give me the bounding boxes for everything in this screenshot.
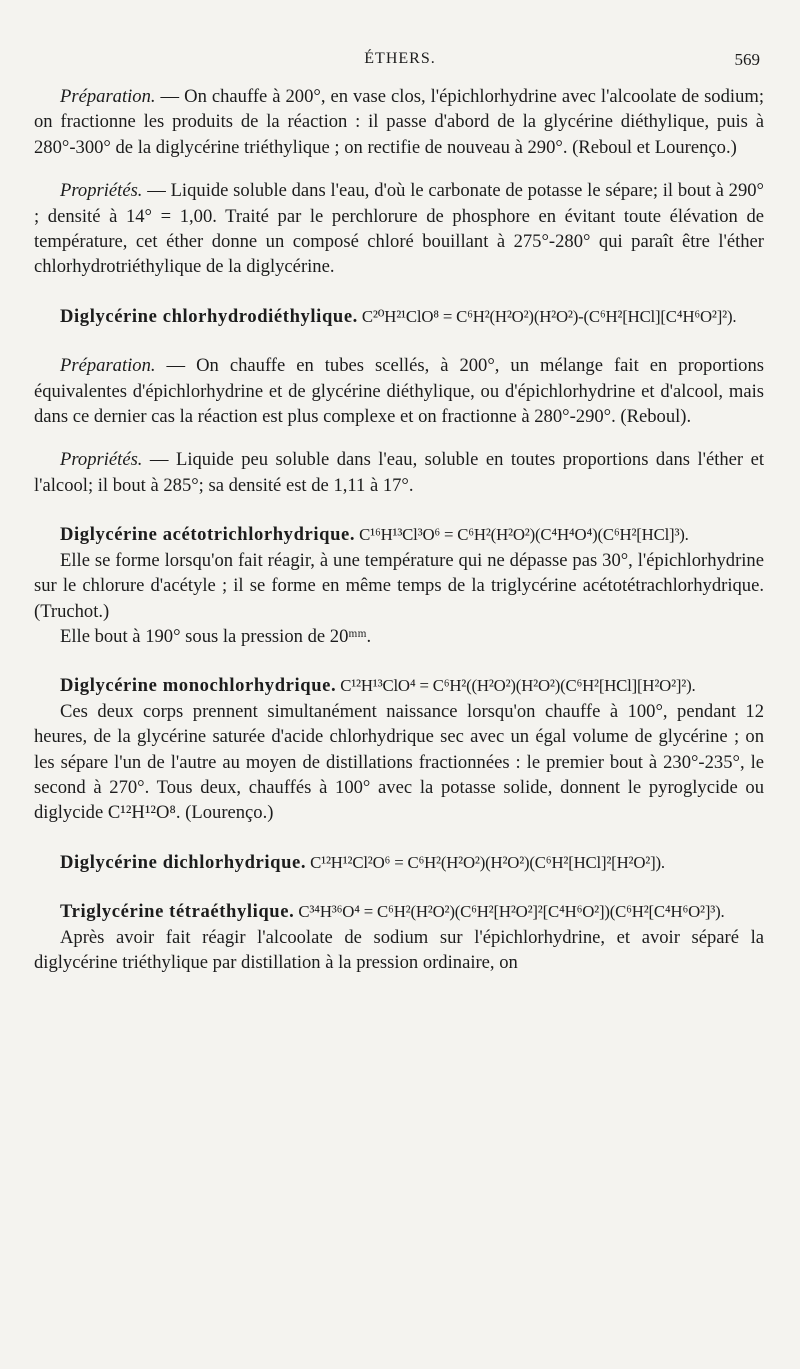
compound-formula: C³⁴H³⁶O⁴ = C⁶H²(H²O²)(C⁶H²[H²O²]²[C⁴H⁶O²])(C⁶H²[C⁴H⁶O²]³). [294,902,725,922]
compound-heading-acetotrichlorhydrique [34,522,764,547]
paragraph-proprietes-2 [34,447,764,498]
paragraph-text: — On chauffe à 200°, en vase clos, l'épichlorhydrine avec l'alcoolate de sodium; on fractionne les produits de la réaction : il passe d'abord de la glycérine diéthylique, puis à 280°-300° de la diglycérine triéthylique ; on rectifie de nouveau à 290°. (Reboul et Lourenço.) [34,86,764,158]
paragraph-label: Préparation. [60,86,156,107]
compound-name: Diglycérine monochlorhydrique. [60,675,337,697]
paragraph-text: — Liquide soluble dans l'eau, d'où le carbonate de potasse le sépare; il bout à 290° ; densité à 14° = 1,00. Traité par le perchlorure de phosphore en évitant toute élévation de température, cet éther donne un composé chloré bouillant à 275°-280° qui paraît être l'éther chlorhydrotriéthylique de la diglycérine. [34,180,764,278]
running-title: ÉTHERS. [364,50,436,67]
paragraph-text: — Liquide peu soluble dans l'eau, soluble en toutes proportions dans l'éther et l'alcool; il bout à 285°; sa densité est de 1,11 à 17°. [34,449,764,496]
compound-name: Diglycérine acétotrichlorhydrique. [60,524,356,546]
compound-formula: C²⁰H²¹ClO⁸ = C⁶H²(H²O²)(H²O²)-(C⁶H²[HCl][C⁴H⁶O²]²). [357,306,737,326]
compound-name: Diglycérine chlorhydrodiéthylique. [60,305,358,327]
paragraph-body: Elle bout à 190° sous la pression de 20ᵐᵐ. [60,625,372,647]
paragraph-preparation-1 [34,84,764,160]
compound-formula: C¹²H¹²Cl²O⁶ = C⁶H²(H²O²)(H²O²)(C⁶H²[HCl]²[H²O²]). [306,852,665,872]
compound-heading-dichlorhydrique [34,850,764,875]
page-number: 569 [734,50,760,69]
paragraph-text: — On chauffe en tubes scellés, à 200°, un mélange fait en proportions équivalentes d'épichlorhydrine et de glycérine diéthylique, ou d'épichlorhydrine et d'alcool, mais dans ce dernier cas la réaction est plus complexe et on fractionne à 280°-290°. (Reboul). [34,355,764,428]
paragraph-label: Propriétés. [60,180,143,202]
compound-heading-chlorhydrodiethylique [34,304,764,329]
paragraph-label: Préparation. [60,355,156,377]
paragraph-body: Elle se forme lorsqu'on fait réagir, à une température qui ne dépasse pas 30°, l'épichlorhydrine sur le chlorure d'acétyle ; il se forme en même temps de la triglycérine acétotétrachlorhydrique. (Truchot.) [34,549,764,622]
page-body [34,84,764,975]
compound-name: Diglycérine dichlorhydrique. [60,851,307,873]
paragraph-preparation-2 [34,353,764,429]
paragraph-proprietes-1 [34,178,764,280]
paragraph-label: Propriétés. [60,449,143,471]
paragraph-body: Après avoir fait réagir l'alcoolate de sodium sur l'épichlorhydrine, et avoir séparé la diglycérine triéthylique par distillation à la pression ordinaire, on [34,926,764,973]
compound-heading-tetraethylique [34,899,764,924]
compound-formula: C¹²H¹³ClO⁴ = C⁶H²((H²O²)(H²O²)(C⁶H²[HCl][H²O²]²). [336,676,696,696]
paragraph-body: Ces deux corps prennent simultanément naissance lorsqu'on chauffe à 100°, pendant 12 heures, de la glycérine saturée d'acide chlorhydrique sec avec un égal volume de glycérine ; on les sépare l'un de l'autre au moyen de distillations fractionnées : le premier bout à 230°-235°, le second à 270°. Tous deux, chauffés à 100° avec la potasse solide, donnent le pyroglycide ou diglycide C¹²H¹²O⁸. (Lourenço.) [34,700,764,824]
compound-name: Triglycérine tétraéthylique. [60,901,295,923]
compound-heading-monochlorhydrique [34,673,764,698]
running-head [0,50,800,74]
compound-formula: C¹⁶H¹³Cl³O⁶ = C⁶H²(H²O²)(C⁴H⁴O⁴)(C⁶H²[HCl]³). [355,525,689,545]
